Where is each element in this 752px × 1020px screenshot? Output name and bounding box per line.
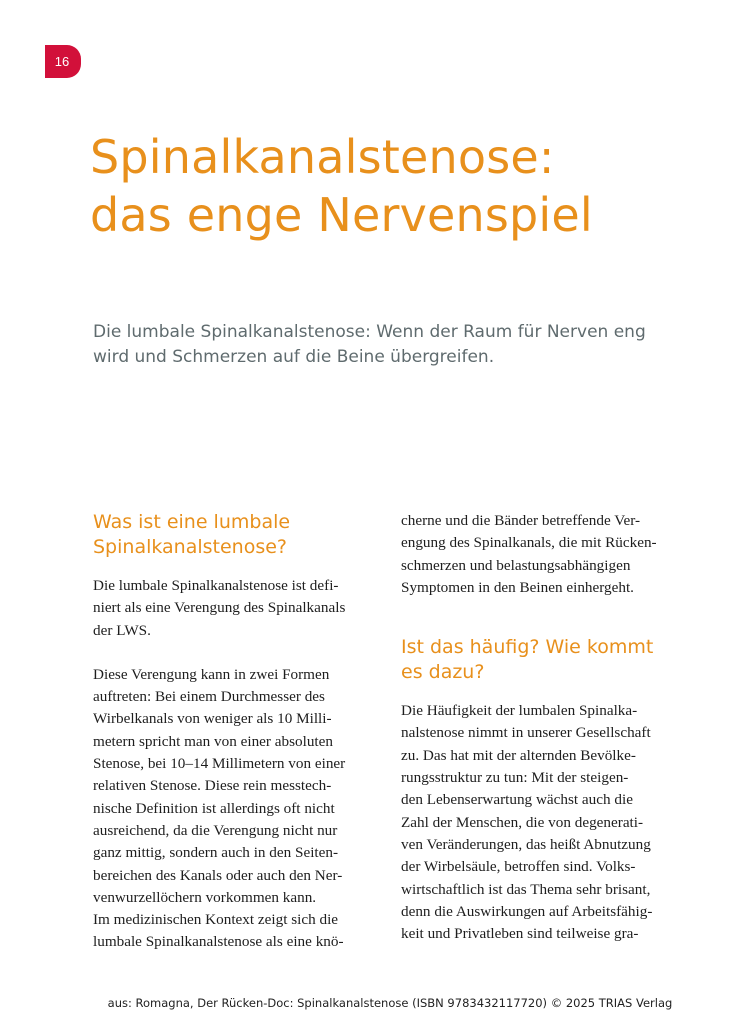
text-line: relativen Stenose. Diese rein messtech- [93,777,332,795]
spacer [401,685,686,700]
text-line: Wirbelkanals von weniger als 10 Milli- [93,710,332,728]
heading-line: es dazu? [401,661,485,684]
text-line: Symptomen in den Beinen einhergeht. [401,578,634,596]
text-line: cherne und die Bänder betreffende Ver- [401,512,641,529]
subtitle [93,320,683,370]
text-line: ganz mittig, sondern auch in den Seiten- [93,844,339,862]
page-number-badge [45,45,81,78]
text-line: nalstenose nimmt in unserer Gesellschaft [401,724,651,742]
spacer [93,560,378,575]
text-line: lumbale Spinalkanalstenose als eine knö- [93,933,344,951]
text-line: nische Definition ist allerdings oft nicht [93,799,335,817]
title-line: Spinalkanalstenose: [90,130,555,184]
text-line: ven Veränderungen, das heißt Abnutzung [401,835,651,853]
text-line: auftreten: Bei einem Durchmesser des [93,688,325,706]
text-line: rungsstruktur zu tun: Mit der steigen- [401,769,629,787]
subtitle-line: wird und Schmerzen auf die Beine übergreifen. [93,347,495,367]
text-line: schmerzen und belastungsabhängigen [401,556,631,574]
left-column [93,510,378,954]
text-line: zu. Das hat mit der alternden Bevölke- [401,746,636,764]
subtitle-line: Die lumbale Spinalkanalstenose: Wenn der Raum für Nerven eng [93,322,646,342]
text-line: ausreichend, da die Verengung nicht nur [93,821,338,839]
text-line: metern spricht man von einer absoluten [93,732,333,750]
text-line: Stenose, bei 10–14 Millimetern von einer [93,755,346,773]
section-heading-frequency [401,635,686,685]
paragraph-frequency [401,700,686,945]
page-title [90,128,690,244]
text-line: keit und Privatleben sind teilweise gra- [401,925,639,943]
text-line: Diese Verengung kann in zwei Formen [93,665,330,683]
paragraph-definition [93,575,378,642]
heading-line: Was ist eine lumbale [93,511,291,533]
text-line: Im medizinischen Kontext zeigt sich die [93,911,339,929]
right-column [401,510,686,945]
spacer [93,642,378,664]
text-line: Die Häufigkeit der lumbalen Spinalka- [401,702,638,720]
spacer [401,599,686,635]
heading-line: Spinalkanalstenose? [93,536,288,558]
paragraph-continuation [401,510,686,599]
title-line: das enge Nervenspiel [90,188,593,242]
footer-citation: aus: Romagna, Der Rücken-Doc: Spinalkanalstenose (ISBN 9783432117720) © 2025 TRIAS Verlag [107,996,673,1010]
text-line: wirtschaftlich ist das Thema sehr brisant, [401,880,651,898]
text-line: niert als eine Verengung des Spinalkanals [93,599,346,617]
page-number: 16 [54,54,70,69]
text-line: Die lumbale Spinalkanalstenose ist defi- [93,577,339,594]
paragraph-forms [93,664,378,954]
text-line: den Lebenserwartung wächst auch die [401,791,633,809]
section-heading-what-is [93,510,378,560]
text-line: der Wirbelsäule, betroffen sind. Volks- [401,858,636,876]
text-line: Zahl der Menschen, die von degenerati- [401,813,644,831]
text-line: venwurzellöchern vorkommen kann. [93,888,317,906]
text-line: bereichen des Kanals oder auch den Ner- [93,866,343,884]
text-line: der LWS. [93,621,151,639]
text-line: denn die Auswirkungen auf Arbeitsfähig- [401,902,653,920]
heading-line: Ist das häufig? Wie kommt [401,636,654,659]
text-line: engung des Spinalkanals, die mit Rücken- [401,534,657,552]
